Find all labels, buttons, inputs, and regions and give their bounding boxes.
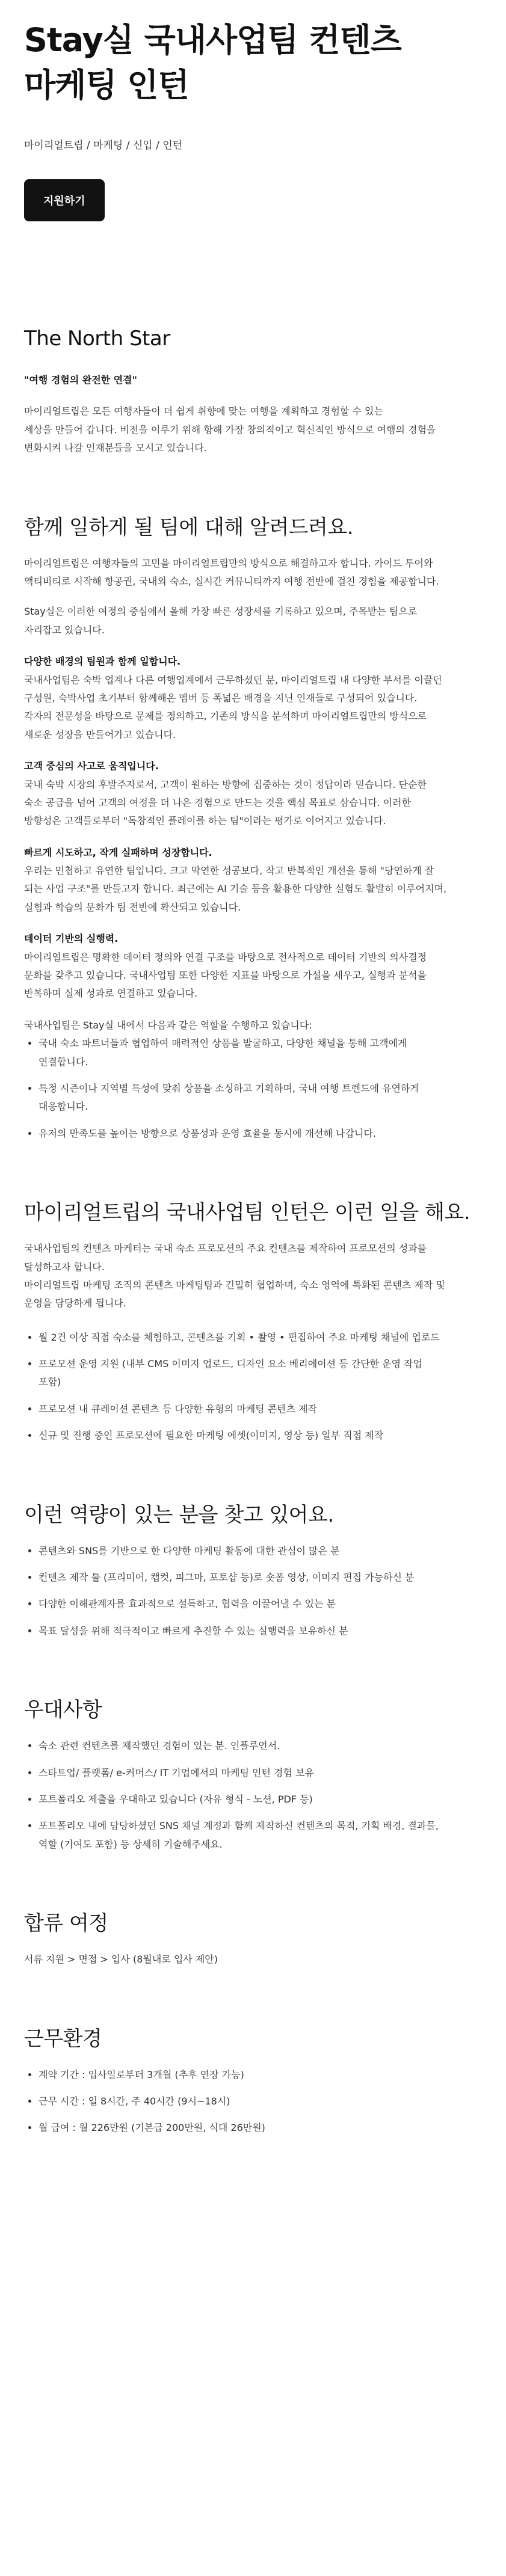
team-point-line: 우리는 민첩하고 유연한 팀입니다. 크고 막연한 성공보다, 작고 반복적인 개선을 통해 "당연하게 잘: [24, 865, 434, 877]
conditions-list: [24, 2066, 482, 2138]
team-role-list: [24, 1034, 482, 1143]
list-item: [39, 1080, 482, 1116]
list-item: • 컨텐츠 제작 툴 (프리미어, 캡컷, 피그마, 포토샵 등)로 숏폼 영상, 이미지 편집 가능하신 분: [39, 1569, 482, 1587]
north-star-section: [24, 327, 482, 458]
team-point-line: 국내 숙박 시장의 후발주자로서, 고객이 원하는 방향에 집중하는 것이 정답이라 믿습니다. 단순한: [24, 778, 427, 790]
looking-for-list: [24, 1542, 482, 1641]
list-item-line: 프로모션 내 큐레이션 콘텐츠 등 다양한 유형의 마케팅 콘텐츠 제작: [39, 1403, 318, 1415]
team-intro-line: 자리잡고 있습니다.: [24, 624, 105, 636]
process-section: [24, 1907, 482, 1969]
apply-button[interactable]: 지원하기: [24, 179, 105, 221]
list-item: • 다양한 이해관계자를 효과적으로 설득하고, 협력을 이끌어낼 수 있는 분: [39, 1595, 482, 1613]
team-heading: 함께 일하게 될 팀에 대해 알려드려요.: [24, 515, 354, 539]
team-point-title: 다양한 배경의 팀원과 함께 일합니다.: [24, 656, 181, 668]
list-item: [39, 1034, 482, 1071]
team-intro-line: 액티비티로 시작해 항공권, 국내외 숙소, 실시간 커뮤니티까지 여행 전반에 걸친 경험을 제공합니다.: [24, 575, 439, 587]
list-item-line: 포함): [39, 1376, 61, 1388]
list-item-line: 스타트업/ 플랫폼/ e-커머스/ IT 기업에서의 마케팅 인턴 경험 보유: [39, 1766, 314, 1778]
team-intro-line: Stay실은 이러한 여정의 중심에서 올해 가장 빠른 성장세를 기록하고 있으며, 주목받는 팀으로: [24, 606, 418, 618]
list-item: • 계약 기간 : 입사일로부터 3개월 (추후 연장 가능): [39, 2066, 482, 2084]
team-point-line: 문화를 갖추고 있습니다. 국내사업팀 또한 다양한 지표를 바탕으로 가설을 세우고, 실행과 분석을: [24, 970, 427, 982]
list-item-line: 프로모션 운영 지원 (내부 CMS 이미지 업로드, 디자인 요소 베리에이션 등 간단한 운영 작업: [39, 1358, 423, 1370]
job-title-line2: 마케팅 인턴: [24, 66, 189, 104]
team-section: [24, 511, 482, 1143]
north-star-tagline: "여행 경험의 완전한 연결": [24, 374, 137, 386]
role-list: [24, 1329, 482, 1445]
team-point-line: 되는 사업 구조"를 만들고자 합니다. 최근에는 AI 기술 등을 활용한 다양한 실험도 활발히 이루어지며,: [24, 883, 447, 895]
list-item: • 근무 시간 : 일 8시간, 주 40시간 (9시~18시): [39, 2092, 482, 2110]
list-item-line: 대응합니다.: [39, 1101, 88, 1113]
list-item-line: 포트폴리오 내에 담당하셨던 SNS 채널 계정과 함께 제작하신 컨텐츠의 목적, 기획 배경, 결과물,: [39, 1820, 439, 1832]
list-item-line: 국내 숙소 파트너들과 협업하여 매력적인 상품을 발굴하고, 다양한 채널을 통해 고객에게: [39, 1037, 407, 1050]
role-intro-line: 국내사업팀의 컨텐츠 마케터는 국내 숙소 프로모션의 주요 컨텐츠를 제작하여 프로모션의 성과를: [24, 1243, 427, 1255]
north-star-line: 마이리얼트립은 모든 여행자들이 더 쉽게 취향에 맞는 여행을 계획하고 경험할 수 있는: [24, 405, 383, 417]
list-item: • 월 급여 : 월 226만원 (기본급 200만원, 식대 26만원): [39, 2119, 482, 2137]
preferred-list: [24, 1737, 482, 1854]
list-item: [39, 1737, 482, 1755]
list-item-line: 유저의 만족도를 높이는 방향으로 상품성과 운영 효율을 동시에 개선해 나갑니다.: [39, 1127, 376, 1139]
north-star-line: 변화시켜 나갈 인재분들을 모시고 있습니다.: [24, 442, 207, 454]
north-star-heading: The North Star: [24, 327, 170, 351]
team-point-line: 반복하며 실제 성과로 연결하고 있습니다.: [24, 988, 198, 1000]
team-point-line: 새로운 성장을 만들어가고 있습니다.: [24, 728, 176, 740]
conditions-section: [24, 2022, 482, 2138]
job-title: [24, 18, 482, 108]
job-tags: 마이리얼트립 / 마케팅 / 신입 / 인턴: [24, 140, 183, 152]
list-item: [39, 1817, 482, 1854]
team-point-title: 빠르게 시도하고, 작게 실패하며 성장합니다.: [24, 846, 212, 858]
process-text: 서류 지원 > 면접 > 입사 (8월내로 입사 제안): [24, 1954, 218, 1966]
list-item: [39, 1355, 482, 1392]
team-point-line: 국내사업팀은 숙박 업계나 다른 여행업계에서 근무하셨던 분, 마이리얼트립 내 다양한 부서를 이끌던: [24, 674, 442, 686]
list-item: • 콘텐츠와 SNS를 기반으로 한 다양한 마케팅 활동에 대한 관심이 많은 분: [39, 1542, 482, 1560]
team-intro-line: 마이리얼트립은 여행자들의 고민을 마이리얼트립만의 방식으로 해결하고자 합니다. 가이드 투어와: [24, 557, 433, 569]
preferred-heading: 우대사항: [24, 1698, 102, 1723]
role-section: [24, 1196, 482, 1445]
list-item: [39, 1764, 482, 1782]
list-item-line: 월 2건 이상 직접 숙소를 체험하고, 콘텐츠를 기획 • 촬영 • 편집하여 주요 마케팅 채널에 업로드: [39, 1331, 440, 1343]
list-item: [39, 1125, 482, 1143]
list-item: [39, 1427, 482, 1445]
list-item-line: 숙소 관련 컨텐츠를 제작했던 경험이 있는 분. 인플루언서.: [39, 1740, 280, 1752]
team-point-line: 구성원, 숙박사업 초기부터 함께해온 멤버 등 폭넓은 배경을 지닌 인재들로 구성되어 있습니다.: [24, 692, 418, 704]
team-point-title: 데이터 기반의 실행력.: [24, 933, 119, 945]
team-point-line: 실험과 학습의 문화가 팀 전반에 확산되고 있습니다.: [24, 901, 241, 913]
preferred-section: [24, 1693, 482, 1854]
list-item: [39, 1400, 482, 1418]
list-item-line: 역할 (기여도 포함) 등 상세히 기술해주세요.: [39, 1838, 223, 1850]
team-point-line: 마이리얼트립은 명확한 데이터 정의와 연결 구조를 바탕으로 전사적으로 데이터 기반의 의사결정: [24, 951, 427, 963]
team-point-line: 각자의 전문성을 바탕으로 문제를 정의하고, 기존의 방식을 분석하며 마이리얼트립만의 방식으로: [24, 710, 427, 722]
list-item: [39, 1329, 482, 1347]
team-role-intro: 국내사업팀은 Stay실 내에서 다음과 같은 역할을 수행하고 있습니다:: [24, 1019, 312, 1031]
job-title-line1: Stay실 국내사업팀 컨텐츠: [24, 21, 401, 59]
north-star-line: 세상을 만들어 갑니다. 비전을 이루기 위해 항해 가장 창의적이고 혁신적인 방식으로 여행의 경험을: [24, 423, 436, 435]
conditions-heading: 근무환경: [24, 2026, 102, 2051]
list-item: [39, 1791, 482, 1809]
role-heading: 마이리얼트립의 국내사업팀 인턴은 이런 일을 해요.: [24, 1200, 471, 1225]
team-point-title: 고객 중심의 사고로 움직입니다.: [24, 760, 159, 772]
team-point-line: 숙소 공급을 넘어 고객의 여정을 더 나은 경험으로 만드는 것을 핵심 목표로 삼습니다. 이러한: [24, 796, 412, 808]
role-intro-line: 마이리얼트립 마케팅 조직의 콘텐츠 마케팅팀과 긴밀히 협업하며, 숙소 영역에 특화된 콘텐츠 제작 및: [24, 1279, 445, 1291]
role-intro-line: 운영을 담당하게 됩니다.: [24, 1297, 126, 1309]
role-intro-line: 달성하고자 합니다.: [24, 1261, 105, 1273]
list-item: • 목표 달성을 위해 적극적이고 빠르게 추진할 수 있는 실행력을 보유하신 분: [39, 1622, 482, 1640]
team-point-line: 방향성은 고객들로부터 "독창적인 플레이를 하는 팀"이라는 평가로 이어지고 있습니다.: [24, 815, 386, 827]
looking-for-section: [24, 1498, 482, 1641]
list-item-line: 포트폴리오 제출을 우대하고 있습니다 (자유 형식 - 노션, PDF 등): [39, 1794, 313, 1805]
list-item-line: 신규 및 진행 중인 프로모션에 필요한 마케팅 에셋(이미지, 영상 등) 일부 직접 제작: [39, 1430, 384, 1442]
list-item-line: 연결합니다.: [39, 1056, 88, 1068]
process-heading: 합류 여정: [24, 1911, 108, 1936]
looking-for-heading: 이런 역량이 있는 분을 찾고 있어요.: [24, 1502, 334, 1527]
list-item-line: 특정 시즌이나 지역별 특성에 맞춰 상품을 소싱하고 기획하며, 국내 여행 트렌드에 유연하게: [39, 1082, 419, 1094]
